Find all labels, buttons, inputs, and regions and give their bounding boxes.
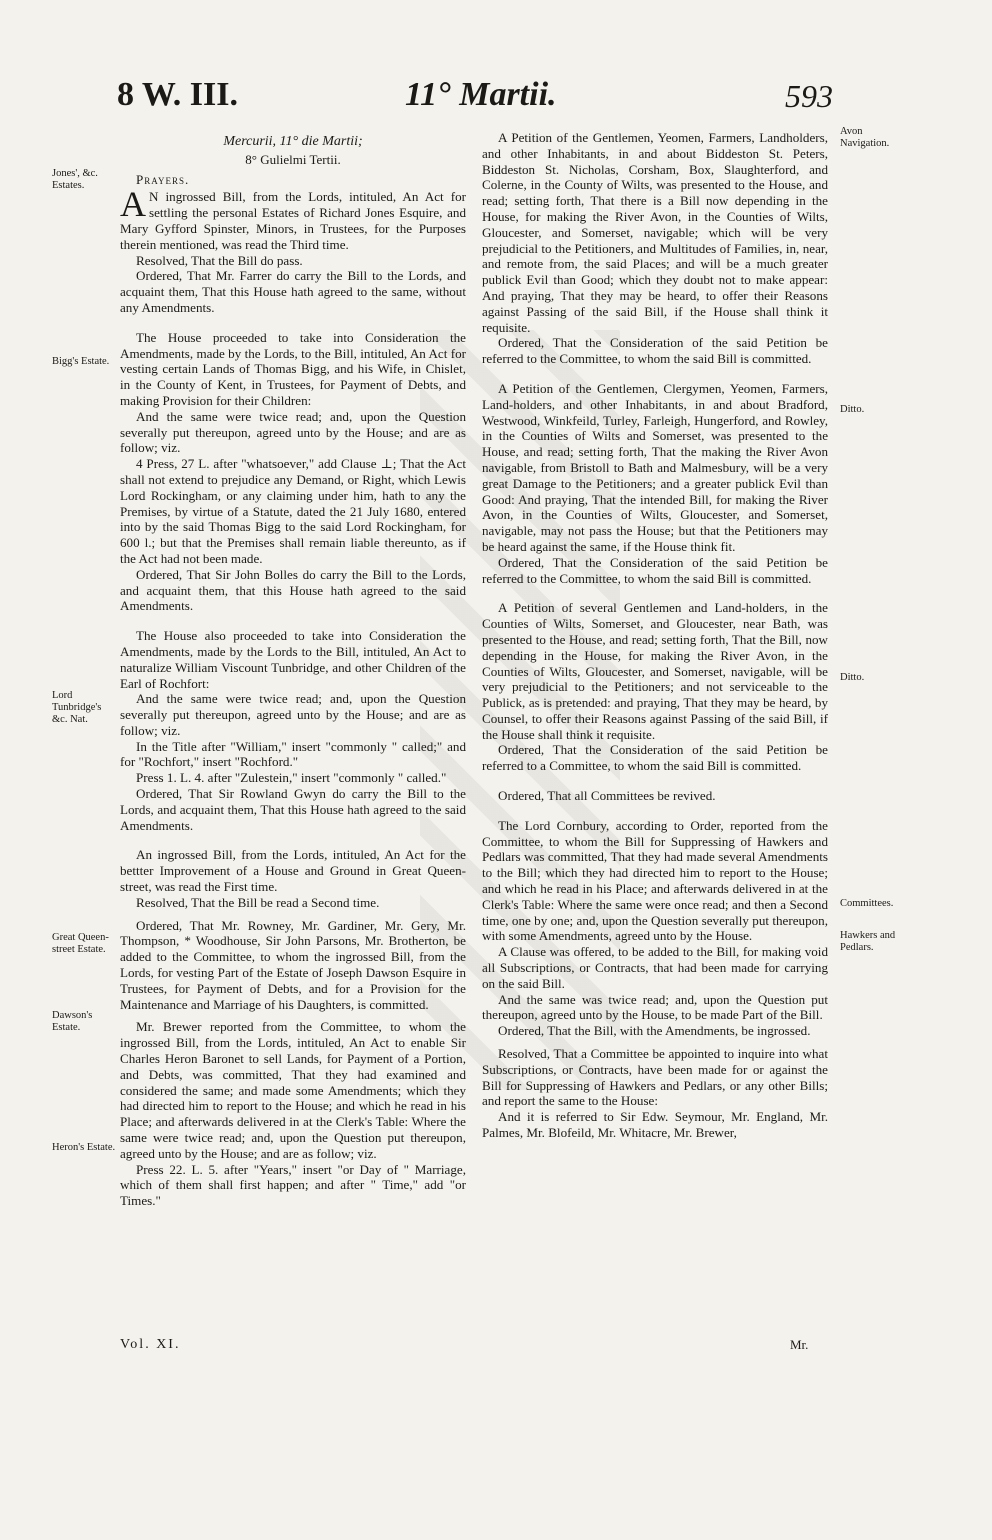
paragraph: Ordered, That the Consideration of the said Petition be referred to a Committee, to whom the said Bill is committed.	[482, 742, 828, 774]
paragraph: Resolved, That a Committee be appointed to inquire into what Subscriptions, or Contracts, have been made for or against the Bill for Suppressing of Hawkers and Pedlars, or any other Bills; and report the same to the House:	[482, 1046, 828, 1109]
volume-footer: Vol. XI.	[120, 1337, 181, 1352]
paragraph: Mr. Brewer reported from the Committee, to whom the ingrossed Bill, from the Lords, intituled, An Act to enable Sir Charles Heron Baronet to sell Lands, for Payment of a Portion, and Debts, was committed, That they had examined and considered the same; and made some Amendments; which they had directed him to report to the House; and which he read in his Place; and afterwards delivered in at the Clerk's Table: Where the same were twice read; and, upon the Question put thereupon, agreed unto by the House; and are as follow; viz.	[120, 1019, 466, 1161]
drop-cap: A	[120, 184, 146, 225]
paragraph: Resolved, That the Bill be read a Second time.	[136, 894, 380, 910]
margin-note: Bigg's Estate.	[52, 356, 110, 367]
margin-note: Lord Tunbridge's &c. Nat.	[52, 690, 102, 725]
paragraph: Ordered, That the Bill, with the Amendments, be ingrossed.	[498, 1023, 811, 1039]
left-column	[120, 130, 466, 1209]
paragraph: Ordered, That all Committees be revived.	[498, 788, 716, 804]
paragraph: Press 22. L. 5. after "Years," insert "or Day of " Marriage, which of them shall first happen; and after " Time," add "or Times."	[120, 1161, 466, 1209]
page-header	[0, 76, 992, 126]
paragraph: Ordered, That Mr. Rowney, Mr. Gardiner, Mr. Gery, Mr. Thompson, * Woodhouse, Sir John Parsons, Mr. Brotherton, be added to the Committee, to whom the ingrossed Bill, from the Lords, for vesting Part of the Estate of Joseph Dawson Esquire in Trustees, for Payment of Debts, and for a Provision for the Maintenance and Marriage of his Daughters, is committed.	[120, 917, 466, 1012]
margin-note: Committees.	[840, 898, 894, 909]
margin-note: Great Queen-street Estate.	[52, 932, 109, 955]
paragraph: The House proceeded to take into Consideration the Amendments, made by the Lords, to the Bill, intituled, An Act for vesting certain Lands of Thomas Bigg, and his Wife, in Chislet, in the County of Kent, in Trustees, for Payment of Debts, and making Provision for their Children:	[120, 329, 466, 408]
paragraph: A Petition of several Gentlemen and Land-holders, in the Counties of Wilts, Somerset, and Gloucester, near Bath, was presented to the House, and read; setting forth, That the Bill, now depending in the House, for making the River Avon, in the Counties of Wilts, Gloucester, and Somerset, navigable, will be very prejudicial to the Petitioners; and not serviceable to the Publick, as is pretended: and praying, That they may be heard, by Counsel, to offer their Reasons against Passing of the said Bill, if the House shall think it requisite.	[482, 600, 828, 742]
paragraph: 4 Press, 27 L. after "whatsoever," add Clause ⊥; That the Act shall not extend to prejudice any Demand, or Right, which Lewis Lord Rockingham, or any claiming under him, hath to any the Premises, by virtue of a Statute, dated the 21 July 1680, entered into by the said Thomas Bigg to the said Lord Rockingham, for 600 l.; but that the Premises shall remain liable thereunto, as if the Act had not been made.	[120, 456, 466, 566]
paragraph: Ordered, That Sir John Bolles do carry the Bill to the Lords, and acquaint them, that this House hath agreed to the said Amendments.	[120, 566, 466, 614]
paragraph: A Clause was offered, to be added to the Bill, for making void all Subscriptions, or Contracts, that had been made for carrying on the said Bill.	[482, 944, 828, 991]
margin-note: Dawson's Estate.	[52, 1010, 93, 1033]
header-regnal-year: 8 W. III.	[117, 76, 238, 113]
paragraph: Resolved, That the Bill do pass.	[136, 252, 303, 268]
paragraph: And it is referred to Sir Edw. Seymour, Mr. England, Mr. Palmes, Mr. Blofeild, Mr. Whitacre, Mr. Brewer,	[482, 1109, 828, 1141]
prayers-heading: Prayers.	[136, 171, 190, 187]
paragraph: The House also proceeded to take into Consideration the Amendments, made by the Lords to the Bill, intituled, An Act to naturalize William Viscount Tunbridge, and other Children of the Earl of Rochfort:	[120, 628, 466, 691]
sitting-date: Mercurii, 11° die Martii;	[223, 134, 363, 149]
paragraph: Ordered, That Mr. Farrer do carry the Bill to the Lords, and acquaint them, That this House hath agreed to the same, without any Amendments.	[120, 268, 466, 315]
paragraph: Press 1. L. 4. after "Zulestein," insert "commonly " called."	[136, 770, 447, 786]
page-number: 593	[785, 78, 833, 114]
paragraph: A Petition of the Gentlemen, Clergymen, Yeomen, Farmers, Land-holders, and other Inhabitants, in and about Bradford, Westwood, Winkfeild, Turley, Farleigh, Hungerford, and Rowley, in the Counties of Wilts and Somerset, was presented to the House, and read; setting forth, That the making the River Avon navigable, from Bristoll to Bath and Malmesbury, will be a very great Damage to the Petitioners; and a greater publick Evil than Good: And praying, That the intended Bill, for making the River Avon, in the Counties of Wilts, Gloucester, and Somerset, navigable, may not pass the House; but that the Petitioners may be heard against the same, if the House think fit.	[482, 380, 828, 554]
catchword: Mr.	[790, 1337, 809, 1352]
header-date: 11° Martii.	[405, 76, 557, 113]
paragraph: Ordered, That Sir Rowland Gwyn do carry the Bill to the Lords, and acquaint them, That this House hath agreed to the said Amendments.	[120, 786, 466, 833]
paragraph: In the Title after "William," insert "commonly " called;" and for "Rochfort," insert "Rochford."	[120, 738, 466, 770]
paragraph: Ordered, That the Consideration of the said Petition be referred to the Committee, to whom the said Bill is committed.	[482, 554, 828, 586]
paragraph: A N ingrossed Bill, from the Lords, intituled, An Act for settling the personal Estates of Richard Jones Esquire, and Mary Gyfford Spinster, Minors, in Trustees, for the Purposes therein mentioned, was read the Third time.	[120, 184, 466, 252]
margin-note: Heron's Estate.	[52, 1142, 116, 1153]
margin-note: Avon Navigation.	[840, 126, 890, 149]
paragraph: The Lord Cornbury, according to Order, reported from the Committee, to whom the Bill for Suppressing of Hawkers and Pedlars was committed, That they had made several Amendments to the Bill; which they had directed him to report to the House; and which he read in his Place; and afterwards delivered in at the Clerk's Table: Where the same were once read; and then a Second time, one by one; and, upon the Question severally put thereupon, with some Amendments, agreed unto by the House.	[482, 817, 828, 944]
margin-note: Ditto.	[840, 672, 865, 683]
paragraph: And the same were twice read; and, upon the Question severally put thereupon, agreed unto by the House; and are as follow; viz.	[120, 408, 466, 456]
margin-note: Ditto.	[840, 404, 865, 415]
regnal-date: 8° Gulielmi Tertii.	[245, 151, 341, 167]
margin-note: Jones', &c. Estates.	[52, 168, 98, 191]
paragraph: A Petition of the Gentlemen, Yeomen, Farmers, Landholders, and other Inhabitants, in and about Biddeston St. Peters, Biddeston St. Nicholas, Corsham, Box, Slaughterford, and Colerne, in the County of Wilts, was presented to the House, and read; setting forth, That there is a Bill now depending in the House, for making the River Avon, in the Counties of Wilts, Gloucester, and Somerset, navigable; which will be very prejudicial to the Petitioners, and Multitudes of Families, in, near, and remote from, the said Places; and will be a much greater publick Evil than Good; which they doubt not to make appear: And praying, That they may be heard, to offer their Reasons against Passing of the said Bill, if the House shall think it requisite.	[482, 130, 828, 335]
paragraph: And the same was twice read; and, upon the Question put thereupon, agreed unto by the House, to be made Part of the Bill.	[482, 991, 828, 1023]
paragraph: An ingrossed Bill, from the Lords, intituled, An Act for the bettter Improvement of a House and Ground in Great Queen-street, was read the First time.	[120, 847, 466, 895]
right-column	[482, 130, 828, 1141]
margin-note: Hawkers and Pedlars.	[840, 930, 896, 953]
paragraph: Ordered, That the Consideration of the said Petition be referred to the Committee, to whom the said Bill is committed.	[482, 335, 828, 367]
paragraph: And the same were twice read; and, upon the Question severally put thereupon, agreed unto by the House; and are as follow; viz.	[120, 691, 466, 738]
